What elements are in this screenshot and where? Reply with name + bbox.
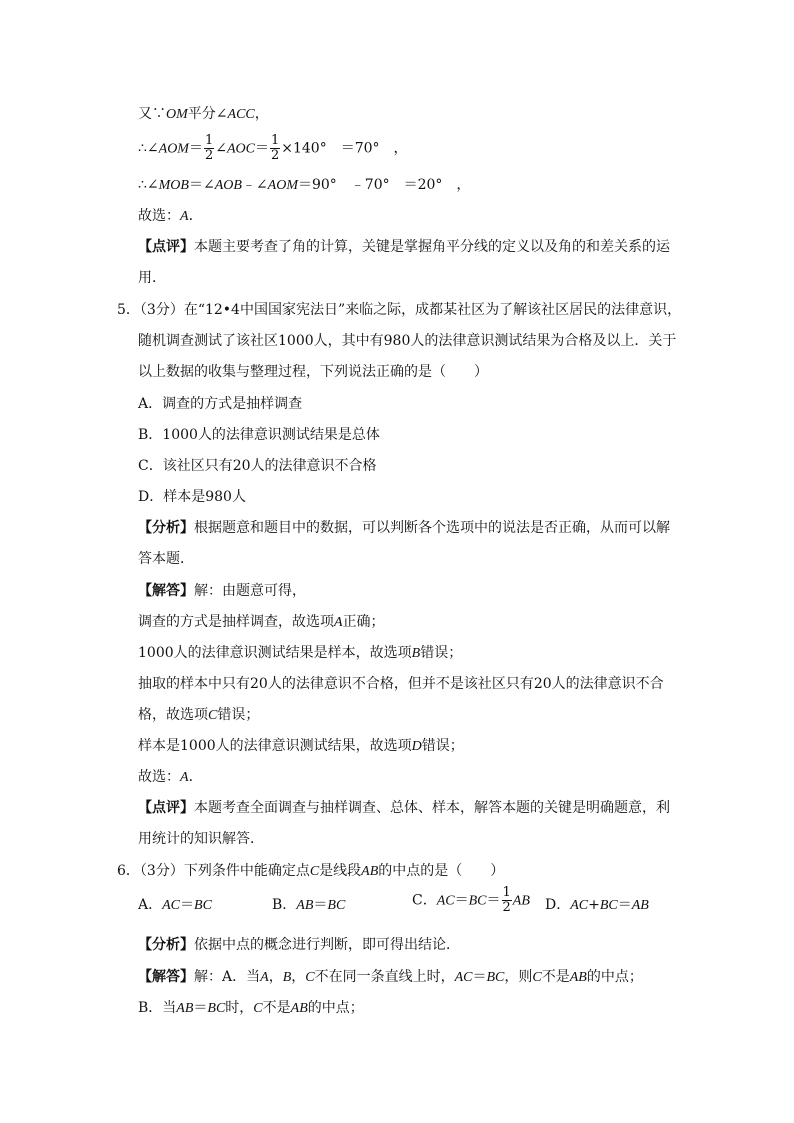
- line-aom-calc: ∴∠AOM＝ $\frac{1}{2}$ ∠AOC＝ $\frac{1}{2}$ ×140° ＝70° ，: [138, 133, 408, 163]
- review-line: 【点评】本题主要考查了角的计算，关键是掌握角平分线的定义以及角的和差关系的运: [138, 239, 670, 255]
- q5-option-a: A．调查的方式是抽样调查: [138, 396, 303, 412]
- q5-analysis-cont: 答本题．: [138, 551, 194, 567]
- q5-solution-step: 抽取的样本中只有20人的法律意识不合格，但并不是该社区只有20人的法律意识不合: [138, 676, 664, 692]
- q6-option-c: C．AC＝BC＝ $\frac{1}{2}$ AB: [412, 885, 530, 915]
- q5-stem-cont: 以上数据的收集与整理过程，下列说法正确的是（ ）: [138, 364, 488, 380]
- q5-review-cont: 用统计的知识解答．: [138, 831, 264, 847]
- fraction: $\frac{1}{2}$: [270, 133, 280, 163]
- q6-option-a: A．AC＝BC: [138, 897, 212, 913]
- q5-stem-cont: 随机调查测试了该社区1000人，其中有980人的法律意识测试结果为合格及以上．关于: [138, 333, 677, 349]
- q5-solution-step: 调查的方式是抽样调查，故选项A正确；: [138, 614, 385, 630]
- q5-solution: 【解答】解：由题意可得，: [138, 583, 306, 599]
- review-line-cont: 用．: [138, 270, 166, 286]
- q5-review: 【点评】本题考查全面调查与抽样调查、总体、样本，解答本题的关键是明确题意，利: [138, 800, 670, 816]
- q6-option-d: D．AC+BC＝AB: [545, 897, 649, 913]
- q6-solution-cont: B．当AB＝BC时，C不是AB的中点；: [138, 1000, 364, 1016]
- q5-analysis: 【分析】根据题意和题目中的数据，可以判断各个选项中的说法是否正确，从而可以解: [138, 520, 670, 536]
- q5-option-b: B．1000人的法律意识测试结果是总体: [138, 427, 380, 443]
- line-om-bisects: 又∵OM平分∠ACC，: [138, 106, 269, 122]
- q5-answer: 故选：A．: [138, 769, 203, 785]
- q5-stem: 5．（3分）在“12•4中国国家宪法日”来临之际，成都某社区为了解该社区居民的法律意识，: [117, 302, 682, 318]
- q6-stem: 6．（3分）下列条件中能确定点C是线段AB的中点的是（ ）: [117, 863, 505, 879]
- q5-option-d: D．样本是980人: [138, 489, 246, 505]
- fraction: $\frac{1}{2}$: [502, 885, 511, 915]
- q5-solution-step: 样本是1000人的法律意识测试结果，故选项D错误；: [138, 738, 464, 754]
- line-mob-calc: ∴∠MOB＝∠AOB﹣∠AOM＝90° ﹣70° ＝20° ，: [138, 177, 471, 193]
- q5-solution-step-cont: 格，故选项C错误；: [138, 707, 260, 723]
- answer-line: 故选：A．: [138, 208, 203, 224]
- q6-analysis: 【分析】依据中点的概念进行判断，即可得出结论．: [138, 937, 460, 953]
- q6-option-b: B．AB＝BC: [272, 897, 346, 913]
- q5-option-c: C．该社区只有20人的法律意识不合格: [138, 458, 377, 474]
- q6-solution: 【解答】解：A．当A，B，C不在同一条直线上时，AC＝BC，则C不是AB的中点；: [138, 969, 643, 985]
- fraction: $\frac{1}{2}$: [204, 133, 214, 163]
- q5-solution-step: 1000人的法律意识测试结果是样本，故选项B错误；: [138, 645, 463, 661]
